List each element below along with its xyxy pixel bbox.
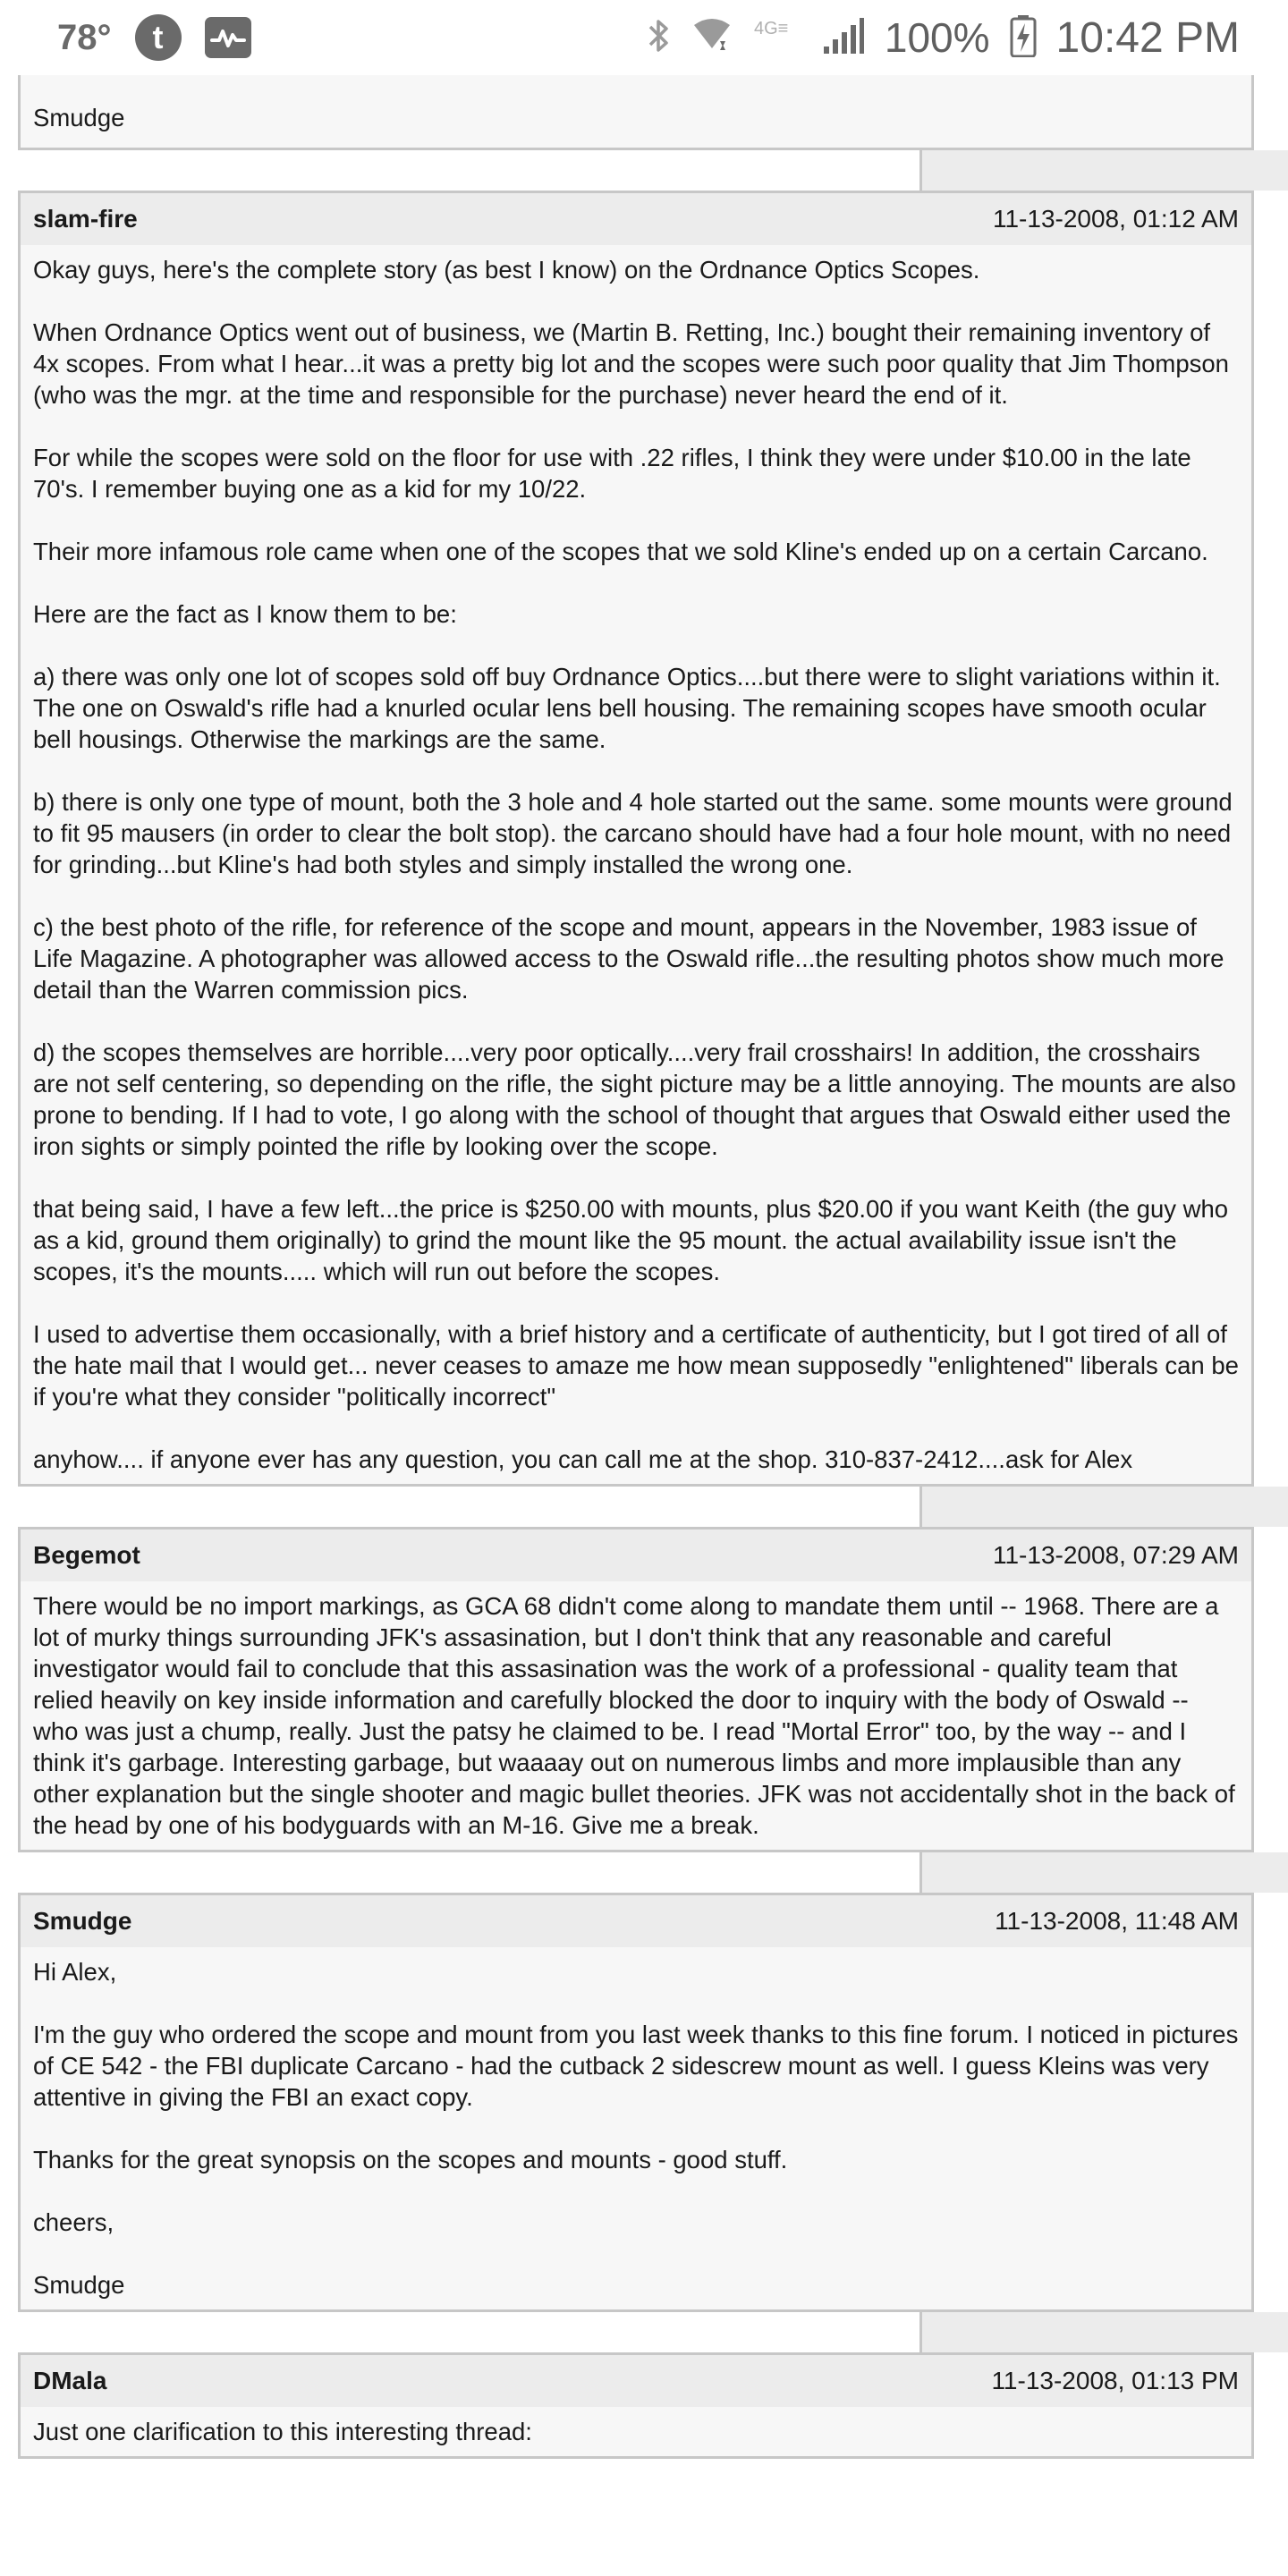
svg-text:4G≡: 4G≡ xyxy=(753,18,789,38)
post-paragraph: Their more infamous role came when one of the scopes that we sold Kline's ended up on a certain Carcano. xyxy=(33,538,1208,565)
post-paragraph: that being said, I have a few left...the price is $250.00 with mounts, plus $20.00 if you want Keith (the guy who as a kid, ground them originally) to grind the mount like the 95 mount. the actual availability issue isn't the scopes, it's the mounts..... which will run out before the scopes. xyxy=(33,1195,1229,1285)
post-paragraph: b) there is only one type of mount, both the 3 hole and 4 hole started out the same. some mounts were ground to fit 95 mausers (in order to clear the bolt stop). the carcano should have had a four hole mount, with no need for grinding...but Kline's had both styles and simply installed the wrong one. xyxy=(33,788,1233,878)
battery-percent: 100% xyxy=(884,14,990,61)
temperature-readout: 78° xyxy=(57,17,112,57)
post-text: Smudge xyxy=(33,104,125,131)
pulse-icon xyxy=(205,17,251,58)
post xyxy=(18,1893,1254,2312)
bluetooth-icon xyxy=(645,16,672,60)
post-author[interactable]: DMala xyxy=(33,2367,107,2394)
post-body xyxy=(21,245,1251,1484)
post-paragraph: c) the best photo of the rifle, for reference of the scope and mount, appears in the November, 1983 issue of Life Magazine. A photographer was allowed access to the Oswald rifle...the resulting photos show much more detail than the Warren commission pics. xyxy=(33,913,1224,1004)
post-paragraph: For while the scopes were sold on the floor for use with .22 rifles, I think they were under $10.00 in the late 70's. I remember buying one as a kid for my 10/22. xyxy=(33,444,1191,503)
post-header xyxy=(21,2355,1251,2407)
post-paragraph: anyhow.... if anyone ever has any question, you can call me at the shop. 310-837-2412....ask for Alex xyxy=(33,1445,1133,1473)
post-paragraph: Okay guys, here's the complete story (as best I know) on the Ordnance Optics Scopes. xyxy=(33,256,980,284)
post-author[interactable]: slam-fire xyxy=(33,205,138,233)
status-bar xyxy=(0,0,1288,75)
wifi-icon xyxy=(691,16,733,60)
post-paragraph: Hi Alex, xyxy=(33,1958,117,1986)
battery-icon xyxy=(1010,14,1037,62)
post-author[interactable]: Smudge xyxy=(33,1907,132,1935)
tumblr-icon: t xyxy=(135,14,182,61)
post-paragraph: d) the scopes themselves are horrible....very poor optically....very frail crosshairs! In addition, the crosshairs are not self centering, so depending on the rifle, the sight picture may be a little annoying. The mounts are also prone to bending. If I had to vote, I go along with the school of thought that argues that Oswald either used the iron sights or simply pointed the rifle by looking over the scope. xyxy=(33,1038,1236,1160)
lte-icon xyxy=(752,16,802,60)
post-paragraph: Smudge xyxy=(33,2271,125,2299)
post-paragraph: Just one clarification to this interesting thread: xyxy=(33,2418,532,2445)
post-date: 11-13-2008, 07:29 AM xyxy=(992,1541,1239,1569)
post-body xyxy=(21,1581,1251,1850)
post-body xyxy=(21,2407,1251,2456)
post-paragraph: I used to advertise them occasionally, with a brief history and a certificate of authenticity, but I got tired of all of the hate mail that I would get... never ceases to amaze me how mean supposedly "enlightened" liberals can be if you're what they consider "politically incorrect" xyxy=(33,1320,1239,1411)
clock: 10:42 PM xyxy=(1055,13,1240,62)
post-date: 11-13-2008, 11:48 AM xyxy=(995,1907,1239,1935)
post-date: 11-13-2008, 01:13 PM xyxy=(991,2367,1239,2394)
post-header xyxy=(21,1895,1251,1947)
post-header xyxy=(21,193,1251,245)
thread xyxy=(18,75,1270,2459)
post-paragraph: When Ordnance Optics went out of business, we (Martin B. Retting, Inc.) bought their remaining inventory of 4x scopes. From what I hear...it was a pretty big lot and the scopes were such poor quality that Jim Thompson (who was the mgr. at the time and responsible for the purchase) never heard the end of it. xyxy=(33,318,1229,409)
post-paragraph: cheers, xyxy=(33,2208,114,2236)
post-body xyxy=(21,1947,1251,2309)
post-author[interactable]: Begemot xyxy=(33,1541,140,1569)
post-paragraph: There would be no import markings, as GCA 68 didn't come along to mandate them until -- 1968. There are a lot of murky things surrounding JFK's assasination, but I don't think that any reasonable and careful investigator would fail to conclude that this assasination was the work of a professional - quality team that relied heavily on key inside information and carefully blocked the door to inquiry with the body of Oswald -- who was just a chump, really. Just the patsy he claimed to be. I read "Mortal Error" too, by the way -- and I think it's garbage. Interesting garbage, but waaaay out on numerous limbs and more implausible than any other explanation but the single shooter and magic bullet theories. JFK was not accidentally shot in the back of the head by one of his bodyguards with an M-16. Give me a break. xyxy=(33,1592,1235,1839)
post xyxy=(18,2352,1254,2459)
post-paragraph: Thanks for the great synopsis on the scopes and mounts - good stuff. xyxy=(33,2146,788,2174)
post-partial xyxy=(18,75,1254,150)
post xyxy=(18,191,1254,1487)
post-paragraph: a) there was only one lot of scopes sold off buy Ordnance Optics....but there were to slight variations within it. The one on Oswald's rifle had a knurled ocular lens bell housing. The remaining scopes have smooth ocular bell housings. Otherwise the markings are the same. xyxy=(33,663,1221,753)
post xyxy=(18,1527,1254,1852)
post-header xyxy=(21,1530,1251,1581)
post-date: 11-13-2008, 01:12 AM xyxy=(992,205,1239,233)
post-paragraph: Here are the fact as I know them to be: xyxy=(33,600,457,628)
post-paragraph: I'm the guy who ordered the scope and mount from you last week thanks to this fine forum. I noticed in pictures of CE 542 - the FBI duplicate Carcano - had the cutback 2 sidescrew mount as well. I guess Kleins was very attentive in giving the FBI an exact copy. xyxy=(33,2021,1239,2111)
signal-icon xyxy=(822,16,865,60)
